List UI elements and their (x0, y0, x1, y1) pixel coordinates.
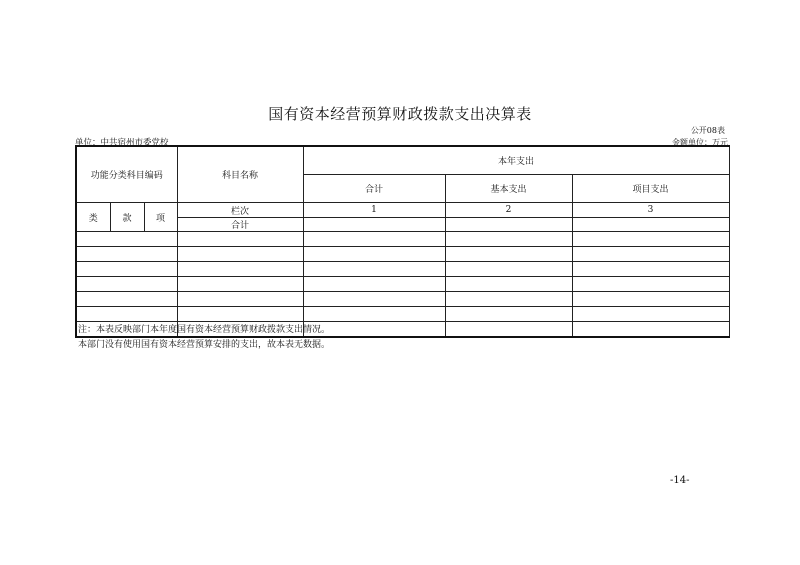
amount-unit: 金额单位：万元 (672, 138, 728, 147)
table-cell (76, 232, 177, 247)
table-cell (76, 262, 177, 277)
table-cell (572, 218, 729, 232)
header-function-code: 功能分类科目编码 (76, 146, 177, 203)
table-cell (177, 247, 303, 262)
table-cell (177, 292, 303, 307)
table-row (76, 307, 729, 322)
table-cell (445, 218, 572, 232)
table-cell (572, 292, 729, 307)
col-index-2: 2 (445, 203, 572, 218)
row-lanci-label: 栏次 (177, 203, 303, 218)
header-subject-name: 科目名称 (177, 146, 303, 203)
table-row (76, 247, 729, 262)
table-cell (177, 262, 303, 277)
table-cell (572, 307, 729, 322)
table-cell (303, 277, 445, 292)
table-cell (303, 247, 445, 262)
table-cell (572, 247, 729, 262)
table-cell (445, 232, 572, 247)
table-cell (572, 232, 729, 247)
table-row (76, 262, 729, 277)
row-total-label: 合计 (177, 218, 303, 232)
table-notes (78, 323, 330, 353)
table-cell (445, 247, 572, 262)
col-index-1: 1 (303, 203, 445, 218)
table-cell (76, 247, 177, 262)
table-cell (303, 232, 445, 247)
table-row (76, 232, 729, 247)
table-cell (76, 307, 177, 322)
page-title: 国有资本经营预算财政拨款支出决算表 (268, 105, 532, 123)
note-line-1: 注：本表反映部门本年度国有资本经营预算财政拨款支出情况。 (78, 325, 331, 335)
table-cell (303, 262, 445, 277)
header-kuan: 款 (110, 203, 144, 232)
table-row (76, 292, 729, 307)
header-basic-expenditure: 基本支出 (445, 175, 572, 203)
header-lei: 类 (76, 203, 110, 232)
table-cell (177, 232, 303, 247)
table-cell (445, 322, 572, 338)
table-cell (177, 277, 303, 292)
header-current-year-expenditure: 本年支出 (303, 146, 729, 175)
page-number: -14- (670, 475, 690, 486)
table-cell (76, 292, 177, 307)
col-index-3: 3 (572, 203, 729, 218)
table-cell (445, 277, 572, 292)
header-total: 合计 (303, 175, 445, 203)
table-cell (445, 262, 572, 277)
table-row (76, 277, 729, 292)
reporting-unit: 单位：中共宿州市委党校 (75, 138, 169, 148)
table-cell (177, 307, 303, 322)
header-xiang: 项 (144, 203, 177, 232)
table-cell (445, 292, 572, 307)
note-line-2: 本部门没有使用国有资本经营预算安排的支出，故本表无数据。 (78, 340, 331, 350)
form-number: 公开08表 (690, 126, 725, 135)
table-cell (303, 218, 445, 232)
table-cell (572, 277, 729, 292)
table-cell (303, 292, 445, 307)
expenditure-table (75, 145, 730, 338)
table-cell (572, 262, 729, 277)
table-cell (76, 277, 177, 292)
table-cell (303, 307, 445, 322)
table-cell (445, 307, 572, 322)
header-project-expenditure: 项目支出 (572, 175, 729, 203)
table-cell (572, 322, 729, 338)
